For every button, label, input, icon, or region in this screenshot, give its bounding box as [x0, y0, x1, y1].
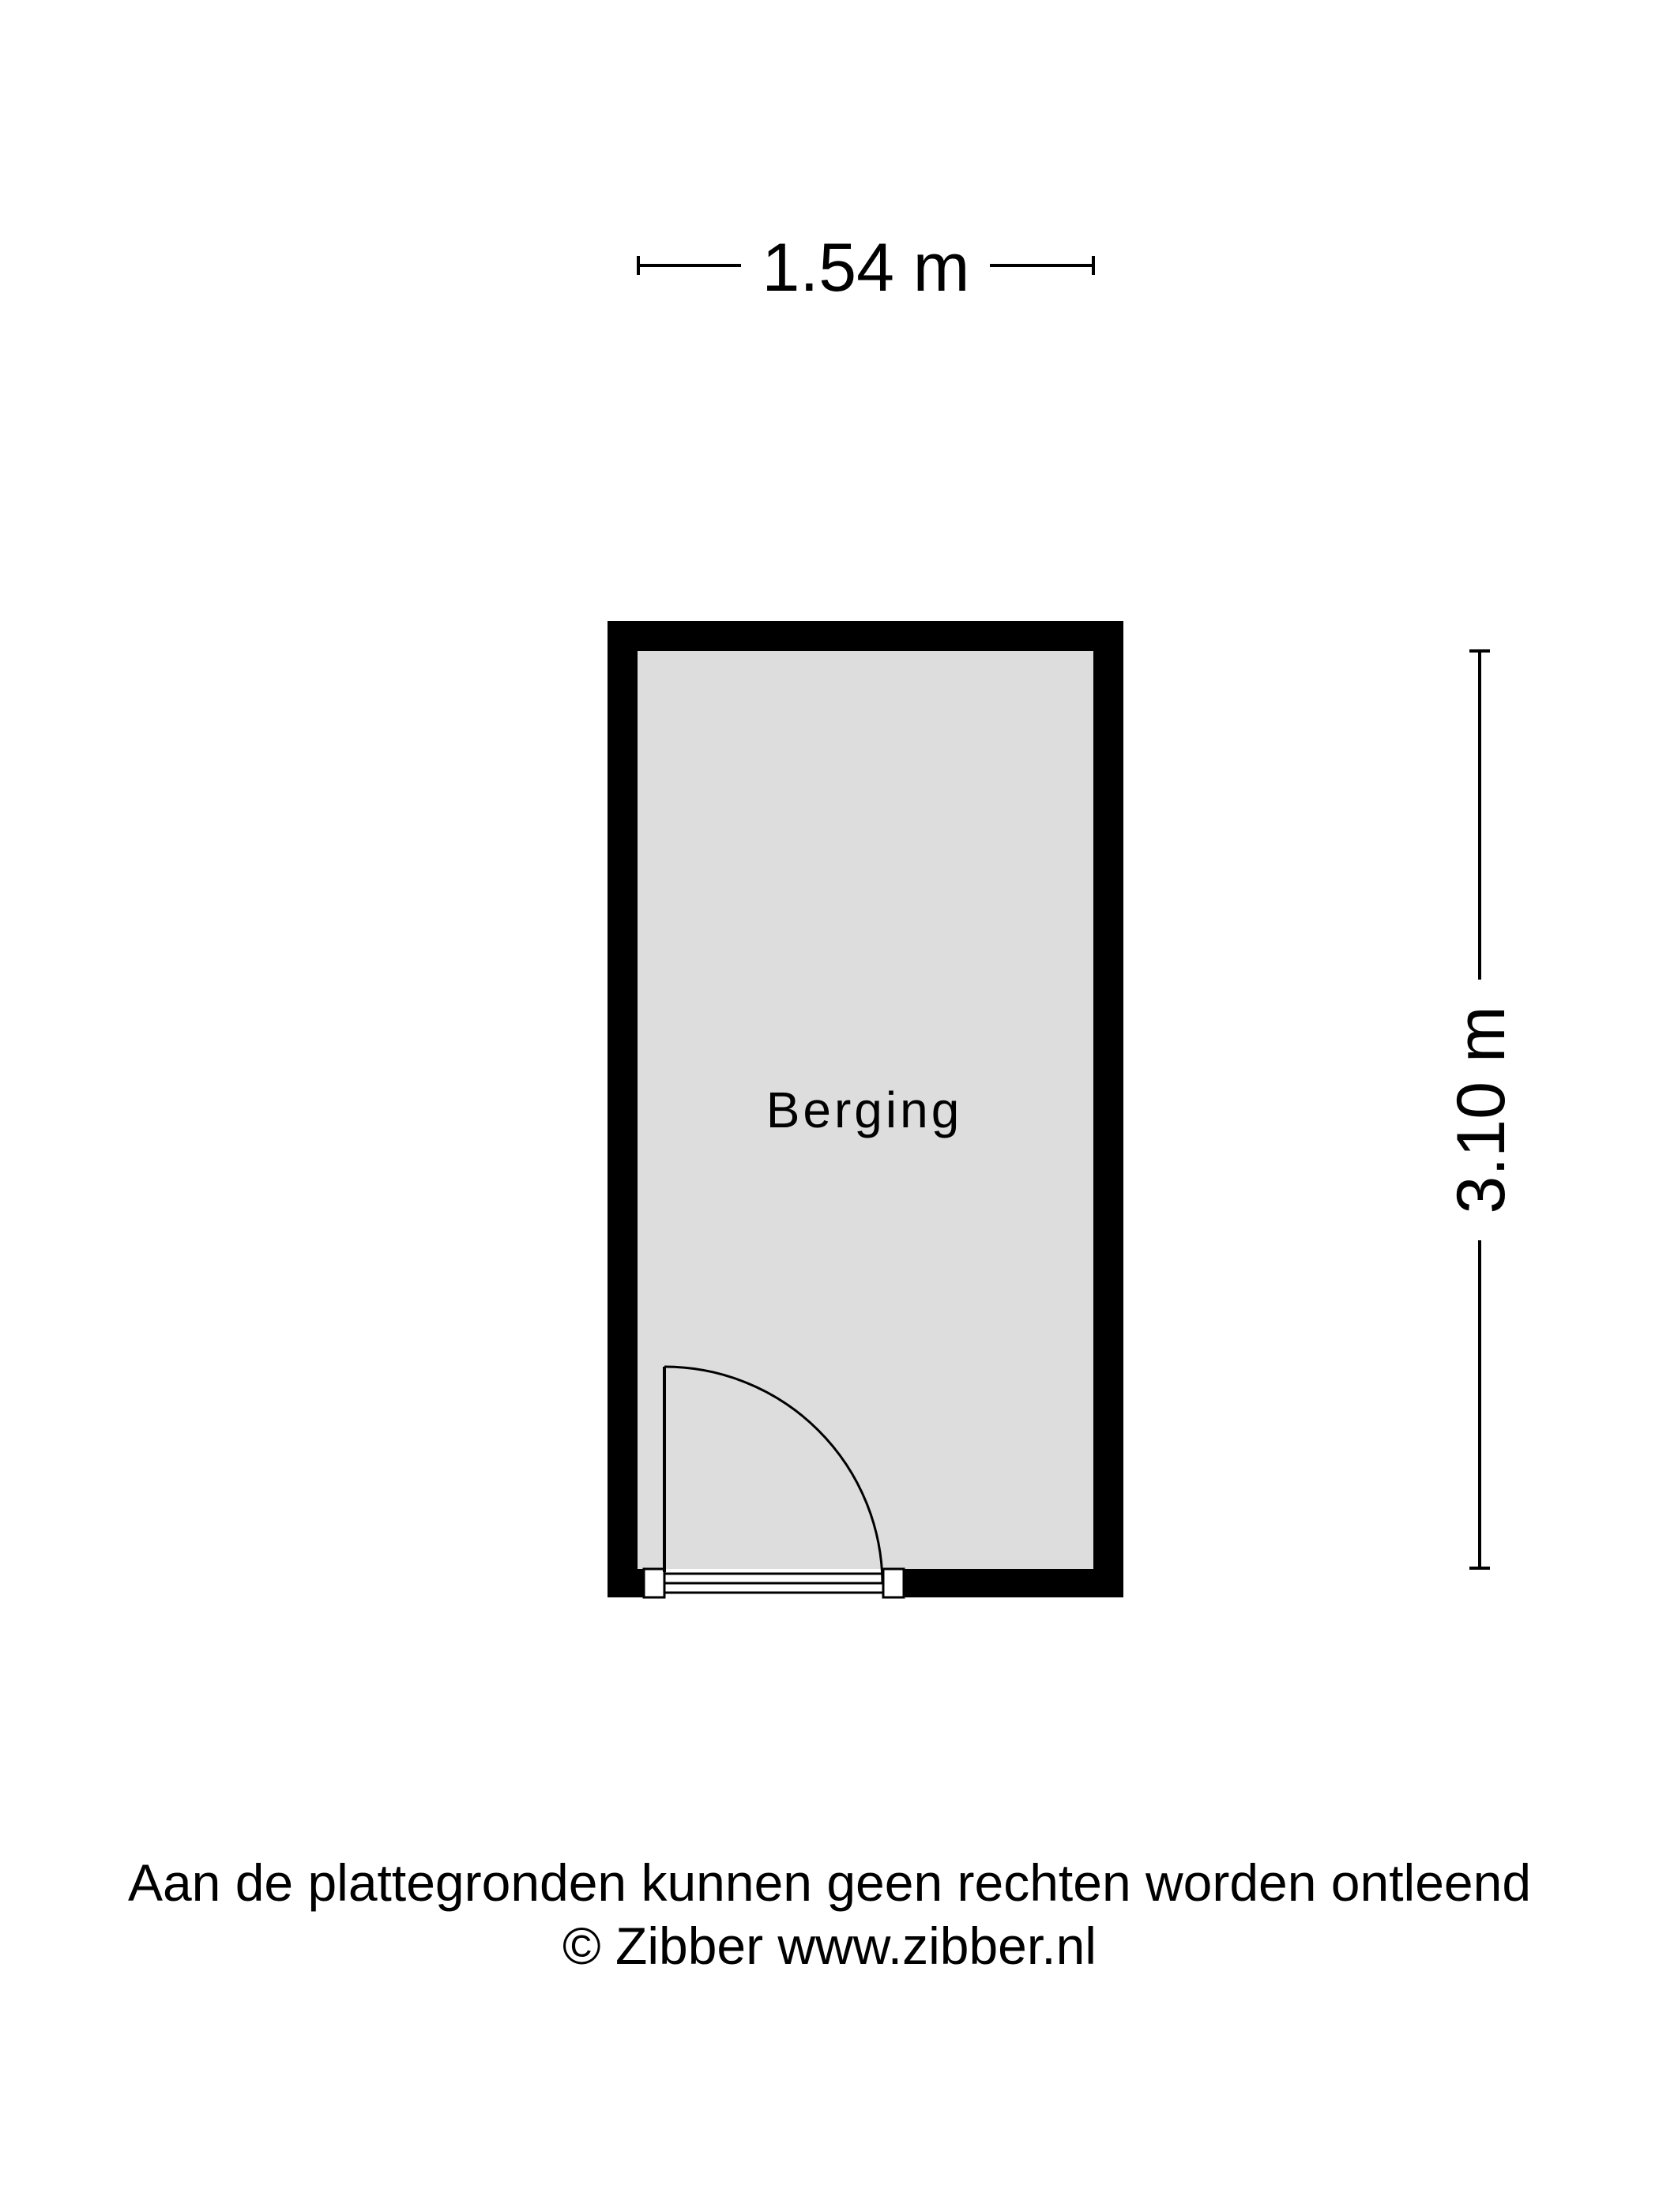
room-label: Berging [766, 1082, 963, 1138]
width-dimension [638, 230, 1093, 306]
door-jamb-right [883, 1569, 904, 1597]
door-jamb-left [644, 1569, 664, 1597]
width-dimension-label: 1.54 m [762, 230, 970, 306]
height-dimension [1443, 651, 1519, 1568]
copyright-credit: © Zibber www.zibber.nl [562, 1917, 1097, 1975]
disclaimer-text: Aan de plattegronden kunnen geen rechten worden ontleend [127, 1853, 1532, 1912]
room-berging [608, 621, 1123, 1597]
height-dimension-label: 3.10 m [1443, 1006, 1519, 1214]
